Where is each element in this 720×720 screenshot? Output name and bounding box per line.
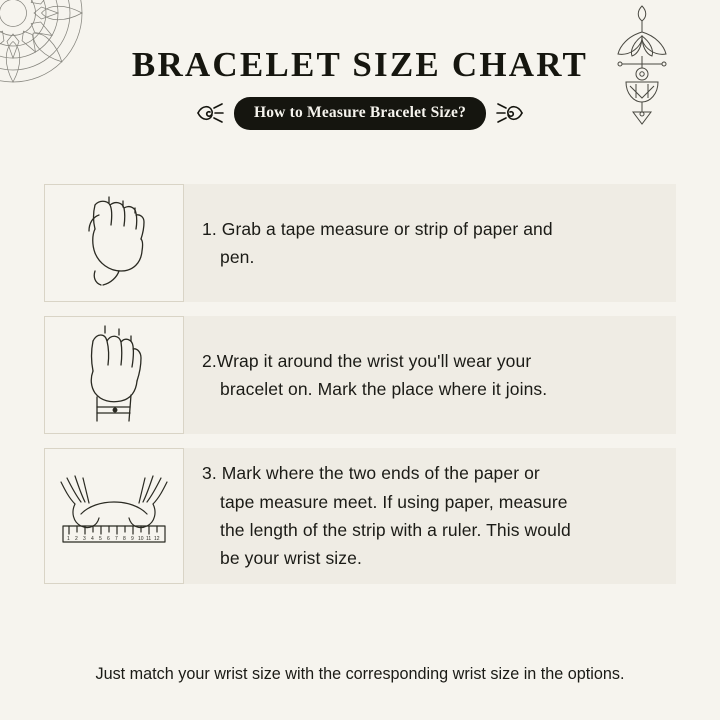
flourish-icon — [194, 100, 224, 126]
svg-text:11: 11 — [146, 536, 152, 542]
page-header — [0, 46, 720, 130]
step-2-line-2: bracelet on. Mark the place where it joins. — [220, 379, 548, 399]
svg-text:6: 6 — [107, 536, 110, 542]
step-1-line-2: pen. — [220, 247, 255, 267]
step-3-line-4: be your wrist size. — [220, 548, 362, 569]
fist-hand-illustration — [59, 191, 169, 295]
step-3-line-3: the length of the strip with a ruler. This would — [220, 520, 571, 540]
step-3-image — [44, 448, 184, 584]
step-1-line-1: 1. Grab a tape measure or strip of paper and — [202, 218, 553, 239]
step-3-line-1: 3. Mark where the two ends of the paper or — [202, 463, 540, 484]
steps-list — [0, 184, 720, 598]
svg-text:9: 9 — [131, 536, 134, 542]
page-title: BRACELET SIZE CHART — [131, 45, 589, 84]
svg-text:7: 7 — [115, 536, 118, 542]
svg-text:4: 4 — [91, 536, 94, 542]
svg-text:10: 10 — [138, 536, 144, 542]
ruler-measuring-illustration — [51, 468, 177, 564]
step-2-line-1: 2.Wrap it around the wrist you'll wear your — [202, 350, 532, 371]
footer-note: Just match your wrist size with the corresponding wrist size in the options. — [95, 665, 625, 683]
list-item — [0, 184, 720, 302]
flourish-icon — [496, 100, 526, 126]
svg-text:8: 8 — [123, 536, 126, 542]
step-2-image — [44, 316, 184, 434]
subtitle-pill: How to Measure Bracelet Size? — [234, 97, 486, 130]
list-item — [0, 316, 720, 434]
step-3-line-2: tape measure meet. If using paper, measure — [220, 491, 568, 512]
step-3-text — [202, 459, 571, 572]
svg-text:5: 5 — [99, 536, 102, 542]
svg-text:2: 2 — [75, 536, 78, 542]
svg-text:3: 3 — [83, 536, 86, 542]
list-item — [0, 448, 720, 584]
step-1-image — [44, 184, 184, 302]
subtitle-row — [0, 97, 720, 130]
svg-text:12: 12 — [154, 536, 160, 542]
hand-with-tape-illustration — [59, 321, 169, 429]
svg-text:1: 1 — [67, 536, 70, 542]
step-2-text — [202, 347, 547, 404]
step-1-text — [202, 215, 553, 272]
